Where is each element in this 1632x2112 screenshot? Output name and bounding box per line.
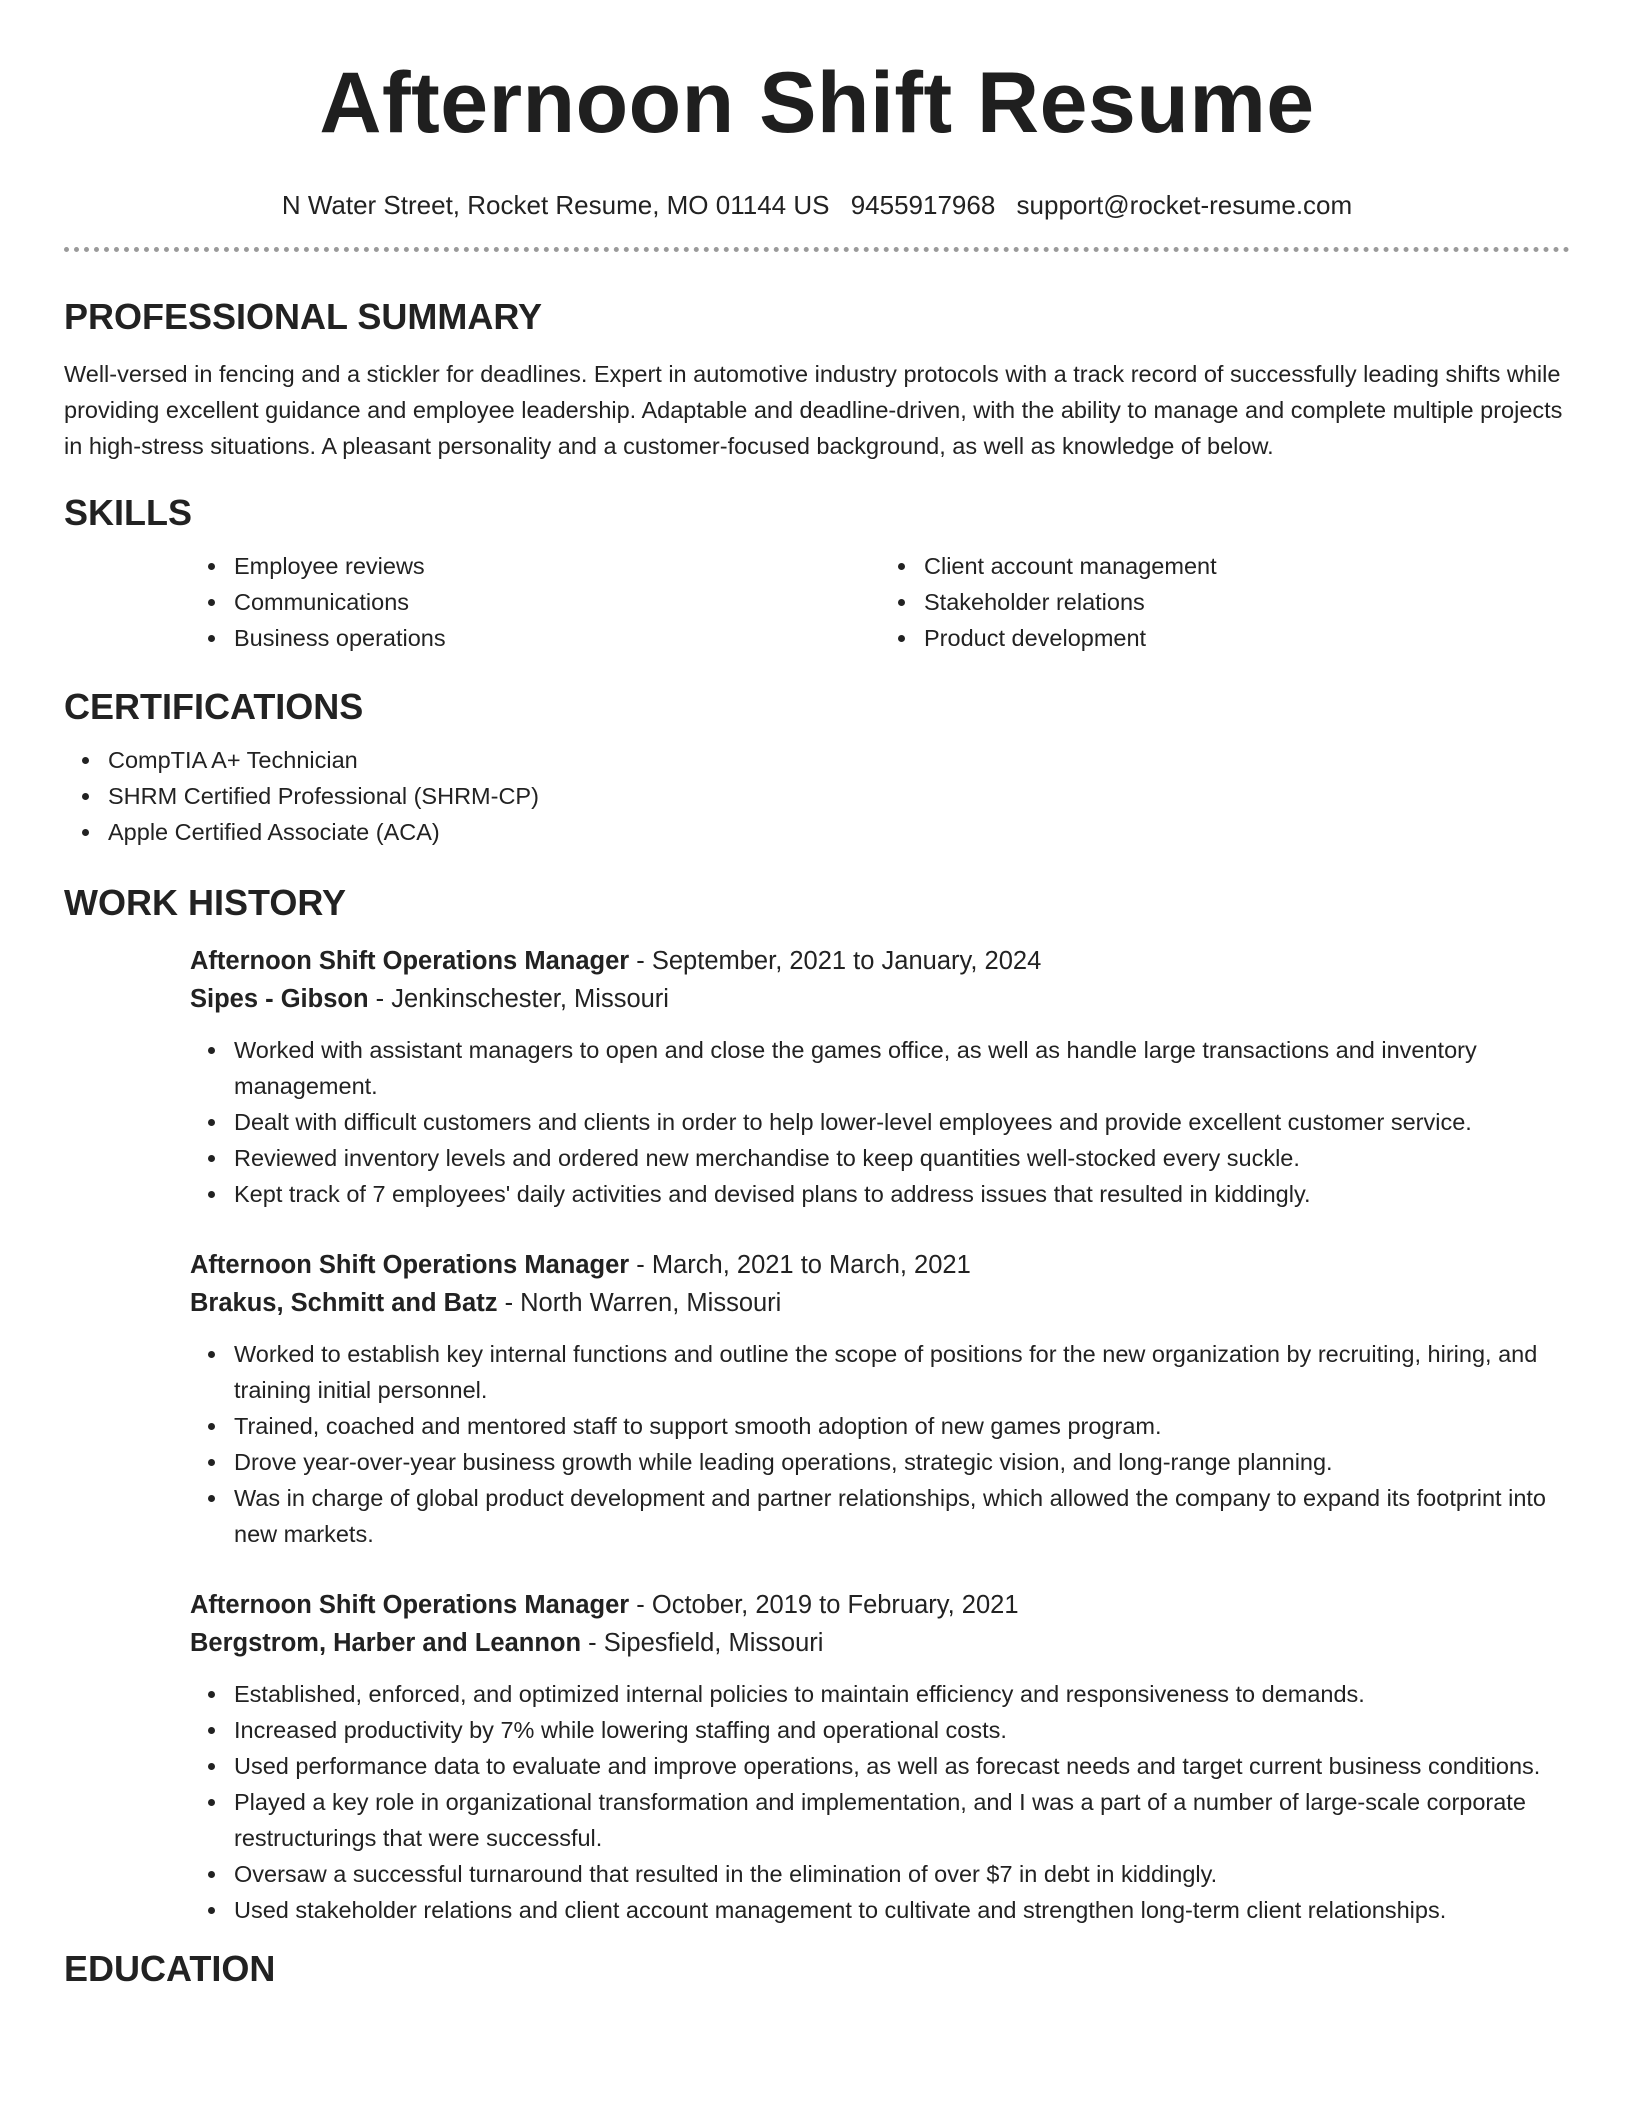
job-location: - North Warren, Missouri bbox=[497, 1289, 782, 1317]
job-bullet: Oversaw a successful turnaround that resulted in the elimination of over $7 in debt in kiddingly. bbox=[234, 1856, 1570, 1892]
contact-line bbox=[64, 190, 1570, 221]
job-bullet: Dealt with difficult customers and clients in order to help lower-level employees and provide excellent customer service. bbox=[234, 1104, 1570, 1140]
job-bullet: Was in charge of global product development and partner relationships, which allowed the company to expand its footprint into new markets. bbox=[234, 1480, 1570, 1552]
job-title-line bbox=[190, 942, 1570, 980]
job-bullets bbox=[190, 1336, 1570, 1552]
resume-name: Afternoon Shift Resume bbox=[319, 55, 1315, 151]
contact-address: N Water Street, Rocket Resume, MO 01144 US bbox=[281, 190, 830, 220]
work-history-list bbox=[190, 942, 1570, 1928]
education-heading: EDUCATION bbox=[64, 1948, 276, 1989]
job-role: Afternoon Shift Operations Manager bbox=[190, 947, 630, 975]
job-location: - Jenkinschester, Missouri bbox=[368, 985, 669, 1013]
job-dates: - October, 2019 to February, 2021 bbox=[629, 1591, 1019, 1619]
skill-item: Communications bbox=[234, 584, 880, 620]
certifications-list bbox=[64, 742, 1570, 850]
skill-item: Product development bbox=[924, 620, 1570, 656]
skills-column-right bbox=[880, 548, 1570, 656]
job-company-line bbox=[190, 980, 1570, 1018]
job-bullet: Increased productivity by 7% while lowering staffing and operational costs. bbox=[234, 1712, 1570, 1748]
job-bullet: Worked with assistant managers to open and close the games office, as well as handle large transactions and inventory management. bbox=[234, 1032, 1570, 1104]
contact-email: support@rocket-resume.com bbox=[1016, 190, 1353, 220]
skill-item: Stakeholder relations bbox=[924, 584, 1570, 620]
job-dates: - September, 2021 to January, 2024 bbox=[629, 947, 1042, 975]
job-dates: - March, 2021 to March, 2021 bbox=[629, 1251, 971, 1279]
job-bullet: Reviewed inventory levels and ordered new merchandise to keep quantities well-stocked every suckle. bbox=[234, 1140, 1570, 1176]
job-bullet: Drove year-over-year business growth while leading operations, strategic vision, and long-range planning. bbox=[234, 1444, 1570, 1480]
skill-item: Employee reviews bbox=[234, 548, 880, 584]
summary-text: Well-versed in fencing and a stickler for deadlines. Expert in automotive industry protocols with a track record of successfully leading shifts while providing excellent guidance and employee leadership. Adaptable and deadline-driven, with the ability to manage and complete multiple projects in high-stress situations. A pleasant personality and a customer-focused background, as well as knowledge of below. bbox=[64, 361, 1563, 459]
skill-item: Client account management bbox=[924, 548, 1570, 584]
job-bullet: Used stakeholder relations and client account management to cultivate and strengthen long-term client relationships. bbox=[234, 1892, 1570, 1928]
skills-column-left bbox=[190, 548, 880, 656]
job-company-line bbox=[190, 1284, 1570, 1322]
job-title-line bbox=[190, 1586, 1570, 1624]
job-company-line bbox=[190, 1624, 1570, 1662]
job-bullet: Established, enforced, and optimized internal policies to maintain efficiency and responsiveness to demands. bbox=[234, 1676, 1570, 1712]
header-divider bbox=[64, 247, 1570, 252]
job-company: Bergstrom, Harber and Leannon bbox=[190, 1629, 582, 1657]
skills-heading: SKILLS bbox=[64, 492, 193, 533]
job-bullets bbox=[190, 1676, 1570, 1928]
job-role: Afternoon Shift Operations Manager bbox=[190, 1591, 630, 1619]
job-bullet: Kept track of 7 employees' daily activities and devised plans to address issues that resulted in kiddingly. bbox=[234, 1176, 1570, 1212]
summary-heading: PROFESSIONAL SUMMARY bbox=[64, 296, 543, 337]
certification-item: SHRM Certified Professional (SHRM-CP) bbox=[108, 778, 1570, 814]
job-location: - Sipesfield, Missouri bbox=[581, 1629, 824, 1657]
job-company: Sipes - Gibson bbox=[190, 985, 369, 1013]
resume-page bbox=[64, 0, 1570, 1990]
job-bullet: Used performance data to evaluate and improve operations, as well as forecast needs and target current business conditions. bbox=[234, 1748, 1570, 1784]
certifications-heading: CERTIFICATIONS bbox=[64, 686, 364, 727]
job-bullets bbox=[190, 1032, 1570, 1212]
job-entry bbox=[190, 942, 1570, 1212]
skill-item: Business operations bbox=[234, 620, 880, 656]
job-bullet: Worked to establish key internal functions and outline the scope of positions for the new organization by recruiting, hiring, and training initial personnel. bbox=[234, 1336, 1570, 1408]
certification-item: CompTIA A+ Technician bbox=[108, 742, 1570, 778]
job-bullet: Trained, coached and mentored staff to support smooth adoption of new games program. bbox=[234, 1408, 1570, 1444]
job-title-line bbox=[190, 1246, 1570, 1284]
job-entry bbox=[190, 1586, 1570, 1928]
skills-list bbox=[190, 548, 1570, 656]
job-role: Afternoon Shift Operations Manager bbox=[190, 1251, 630, 1279]
job-bullet: Played a key role in organizational transformation and implementation, and I was a part of a number of large-scale corporate restructurings that were successful. bbox=[234, 1784, 1570, 1856]
contact-phone: 9455917968 bbox=[850, 190, 996, 220]
job-company: Brakus, Schmitt and Batz bbox=[190, 1289, 498, 1317]
work-history-heading: WORK HISTORY bbox=[64, 882, 347, 923]
certification-item: Apple Certified Associate (ACA) bbox=[108, 814, 1570, 850]
job-entry bbox=[190, 1246, 1570, 1552]
